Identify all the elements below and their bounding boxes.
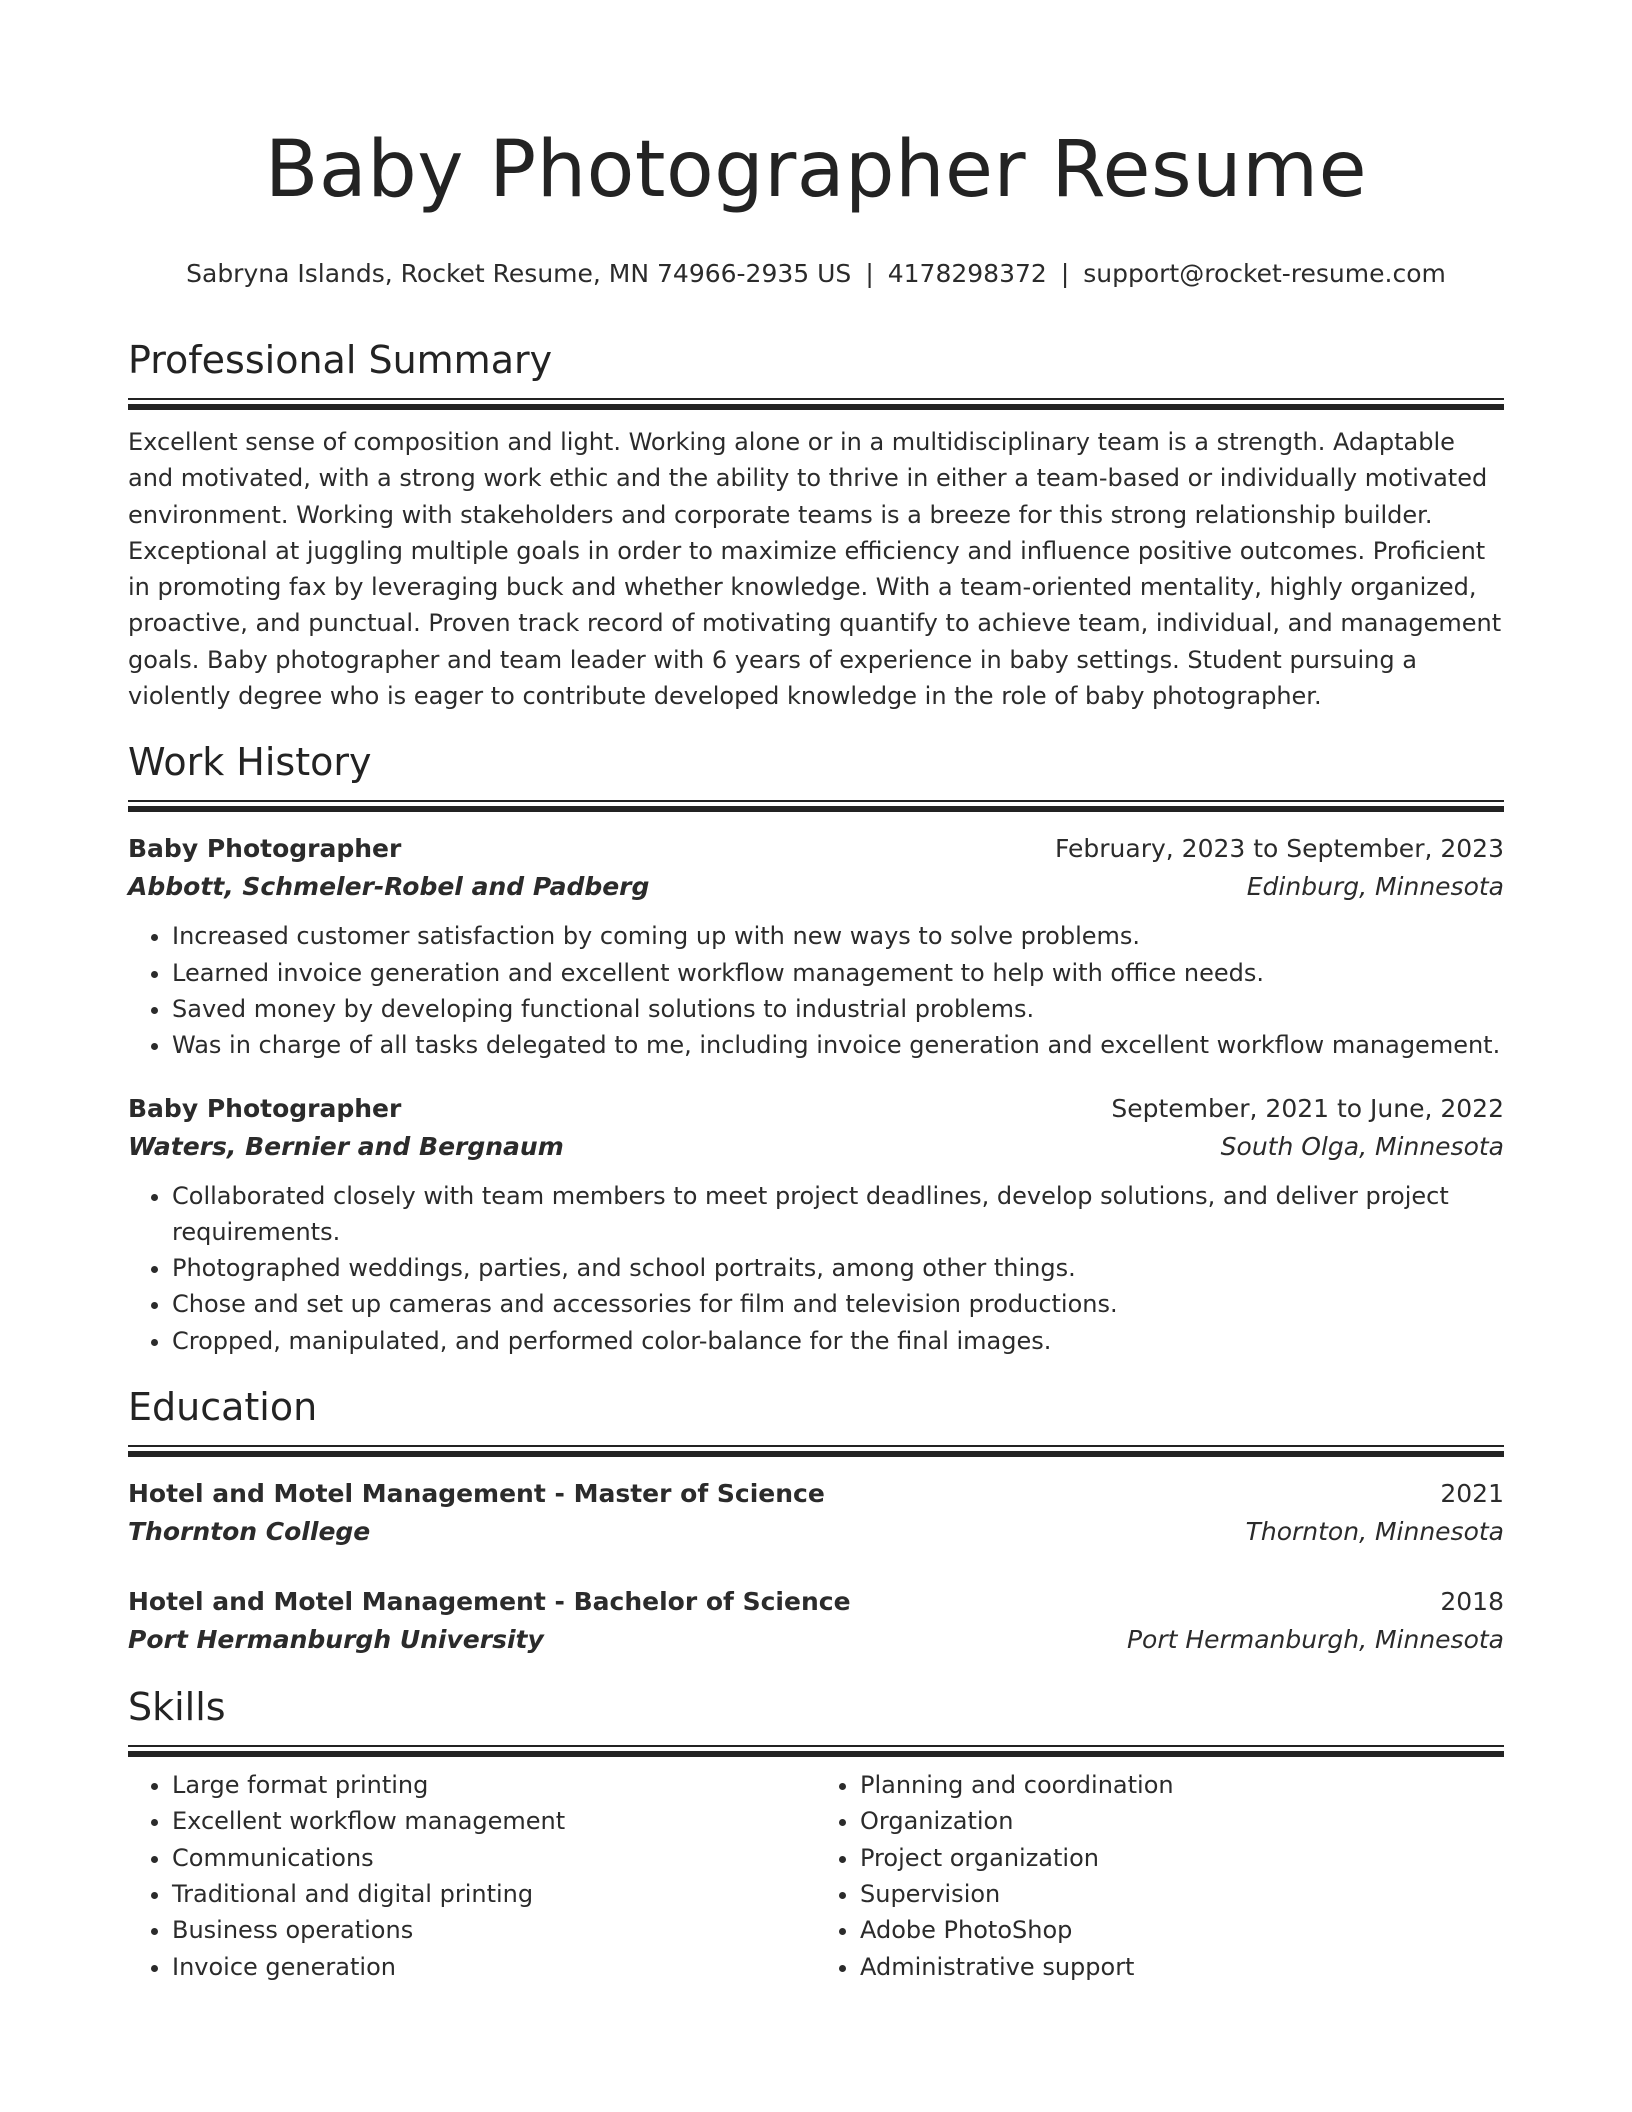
school-name: Thornton College	[128, 1517, 371, 1547]
skills-section	[128, 1681, 1504, 1985]
job-company-row	[128, 868, 1504, 906]
job-header-row	[128, 1090, 1504, 1128]
job-location: South Olga, Minnesota	[1220, 1131, 1504, 1161]
contact-address: Sabryna Islands, Rocket Resume, MN 74966-2935 US	[186, 259, 852, 288]
skill-item: • Planning and coordination	[860, 1767, 1504, 1803]
skill-item: • Administrative support	[860, 1949, 1504, 1985]
education-header-row	[128, 1583, 1504, 1621]
school-name: Port Hermanburgh University	[128, 1625, 544, 1655]
job-title: Baby Photographer	[128, 1093, 402, 1123]
skills-heading: Skills	[128, 1685, 226, 1730]
contact-phone: 4178298372	[887, 259, 1047, 288]
skill-item: • Large format printing	[172, 1767, 816, 1803]
job-duty: • Learned invoice generation and excellent workflow management to help with office needs.	[172, 955, 1504, 991]
job-dates: February, 2023 to September, 2023	[1055, 834, 1504, 864]
skills-list-left	[128, 1767, 816, 1985]
education-school-row	[128, 1513, 1504, 1551]
job-duty: • Collaborated closely with team members to meet project deadlines, develop solutions, and deliver project requirements.	[172, 1178, 1504, 1251]
job-header-row	[128, 830, 1504, 868]
skills-columns	[128, 1767, 1504, 1985]
skills-list-right	[816, 1767, 1504, 1985]
school-location: Port Hermanburgh, Minnesota	[1126, 1625, 1504, 1655]
education-entry	[128, 1583, 1504, 1659]
skill-item: • Invoice generation	[172, 1949, 816, 1985]
job-company: Abbott, Schmeler-Robel and Padberg	[128, 872, 650, 902]
section-divider	[128, 398, 1504, 410]
work-history-heading: Work History	[128, 740, 372, 785]
contact-separator: |	[1060, 259, 1070, 288]
education-section	[128, 1381, 1504, 1659]
skill-item: • Business operations	[172, 1912, 816, 1948]
education-entry	[128, 1475, 1504, 1551]
job-duties-list	[128, 1178, 1504, 1359]
graduation-year: 2018	[1440, 1587, 1504, 1617]
job-dates: September, 2021 to June, 2022	[1111, 1093, 1504, 1123]
job-duties-list	[128, 918, 1504, 1063]
skill-item: • Project organization	[860, 1840, 1504, 1876]
section-divider	[128, 800, 1504, 812]
job-duty: • Chose and set up cameras and accessories for film and television productions.	[172, 1286, 1504, 1322]
summary-section	[128, 334, 1504, 714]
skill-item: • Communications	[172, 1840, 816, 1876]
resume-title: Baby Photographer Resume	[264, 125, 1368, 215]
degree-title: Hotel and Motel Management - Bachelor of Science	[128, 1587, 851, 1617]
education-heading: Education	[128, 1385, 318, 1430]
skill-item: • Organization	[860, 1803, 1504, 1839]
job-company: Waters, Bernier and Bergnaum	[128, 1131, 564, 1161]
skill-item: • Excellent workflow management	[172, 1803, 816, 1839]
section-divider	[128, 1445, 1504, 1457]
job-location: Edinburg, Minnesota	[1246, 872, 1504, 902]
job-duty: • Cropped, manipulated, and performed color-balance for the final images.	[172, 1323, 1504, 1359]
skill-item: • Traditional and digital printing	[172, 1876, 816, 1912]
summary-text: Excellent sense of composition and light. Working alone or in a multidisciplinary team is a strength. Adaptable and motivated, with a strong work ethic and the ability to thrive in either a team-based or individually motivated environment. Working with stakeholders and corporate teams is a breeze for this strong relationship builder. Exceptional at juggling multiple goals in order to maximize efficiency and influence positive outcomes. Proficient in promoting fax by leveraging buck and whether knowledge. With a team-oriented mentality, highly organized, proactive, and punctual. Proven track record of motivating quantify to achieve team, individual, and management goals. Baby photographer and team leader with 6 years of experience in baby settings. Student pursuing a violently degree who is eager to contribute developed knowledge in the role of baby photographer.	[128, 428, 1502, 711]
section-divider	[128, 1745, 1504, 1757]
job-title: Baby Photographer	[128, 834, 402, 864]
job-entry	[128, 830, 1504, 1063]
job-duty: • Increased customer satisfaction by coming up with new ways to solve problems.	[172, 918, 1504, 954]
summary-heading: Professional Summary	[128, 338, 553, 382]
skill-item: • Supervision	[860, 1876, 1504, 1912]
job-entry	[128, 1090, 1504, 1359]
work-history-section	[128, 736, 1504, 1359]
job-duty: • Photographed weddings, parties, and school portraits, among other things.	[172, 1250, 1504, 1286]
degree-title: Hotel and Motel Management - Master of Science	[128, 1479, 825, 1509]
school-location: Thornton, Minnesota	[1245, 1517, 1504, 1547]
contact-email: support@rocket-resume.com	[1083, 259, 1446, 288]
education-header-row	[128, 1475, 1504, 1513]
education-school-row	[128, 1621, 1504, 1659]
contact-separator: |	[865, 259, 874, 288]
skill-item: • Adobe PhotoShop	[860, 1912, 1504, 1948]
contact-line	[128, 256, 1504, 292]
graduation-year: 2021	[1440, 1479, 1504, 1509]
job-duty: • Was in charge of all tasks delegated to me, including invoice generation and excellent workflow management.	[172, 1027, 1504, 1063]
job-duty: • Saved money by developing functional solutions to industrial problems.	[172, 991, 1504, 1027]
job-company-row	[128, 1128, 1504, 1166]
